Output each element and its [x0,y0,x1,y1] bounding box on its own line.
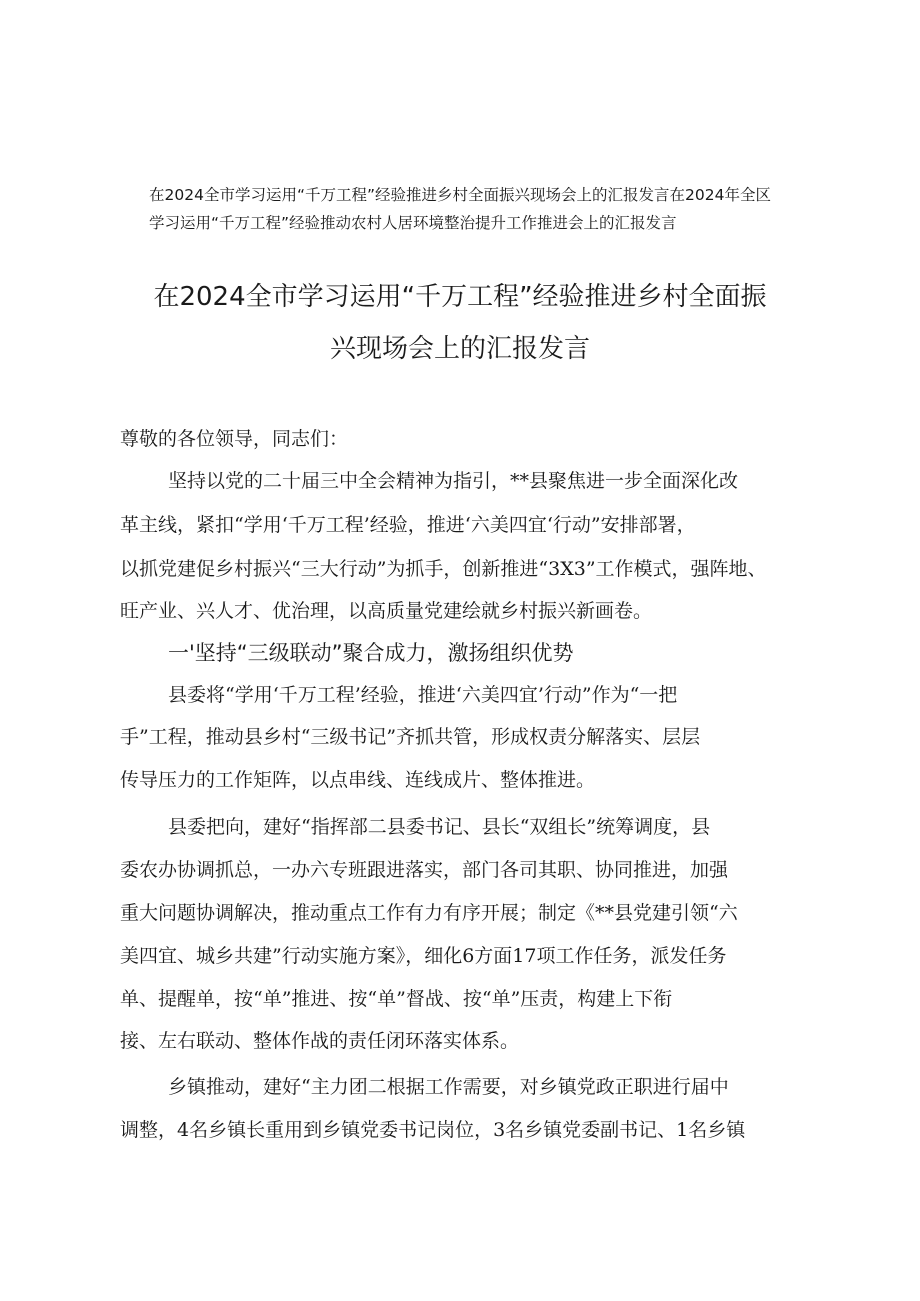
paragraph-line: 重大问题协调解决，推动重点工作有力有序开展；制定《**县党建引领“六 [120,902,738,924]
paragraph-line: 接、左右联动、整体作战的责任闭环落实体系。 [120,1030,520,1052]
paragraph-line: 调整，4名乡镇长重用到乡镇党委书记岗位，3名乡镇党委副书记、1名乡镇 [120,1119,746,1141]
paragraph-line: 传导压力的工作矩阵，以点串线、连线成片、整体推进。 [120,769,596,791]
paragraph-line: 旺产业、兴人才、优治理，以高质量党建绘就乡村振兴新画卷。 [120,600,653,622]
section-heading: 一'坚持“三级联动”聚合成力，激扬组织优势 [168,641,574,665]
paragraph-line: 革主线，紧扣“学用‘千万工程’经验，推进‘六美四宜‘行动”安排部署， [120,514,696,536]
paragraph-line: 委农办协调抓总，一办六专班跟进落实，部门各司其职、协同推进，加强 [120,859,729,881]
salutation: 尊敬的各位领导，同志们： [120,428,349,450]
paragraph-line: 手”工程，推动县乡村“三级书记”齐抓共管，形成权责分解落实、层层 [120,726,701,748]
header-line-1: 在2024全市学习运用“千万工程”经验推进乡村全面振兴现场会上的汇报发言在2024年全区 [149,186,771,204]
paragraph-line: 以抓党建促乡村振兴“三大行动”为抓手，创新推进“3X3”工作模式，强阵地、 [120,558,767,580]
paragraph-line: 单、提醒单，按“单”推进、按“单”督战、按“单”压责，构建上下衔 [120,988,673,1010]
document-title-line-1: 在2024全市学习运用“千万工程”经验推进乡村全面振 [153,282,767,312]
header-line-2: 学习运用“千万工程”经验推动农村人居环境整治提升工作推进会上的汇报发言 [149,214,677,232]
paragraph-line: 坚持以党的二十届三中全会精神为指引，**县聚焦进一步全面深化改 [168,470,739,492]
paragraph-line: 乡镇推动，建好“主力团二根据工作需要，对乡镇党政正职进行届中 [168,1076,729,1098]
paragraph-line: 美四宜、城乡共建”行动实施方案》，细化6方面17项工作任务，派发任务 [120,945,727,967]
document-title-line-2: 兴现场会上的汇报发言 [329,334,590,364]
paragraph-line: 县委将“学用‘千万工程’经验，推进‘六美四宜’行动”作为“一把 [168,684,678,706]
paragraph-line: 县委把向，建好“指挥部二县委书记、县长“双组长”统筹调度，县 [168,816,711,838]
